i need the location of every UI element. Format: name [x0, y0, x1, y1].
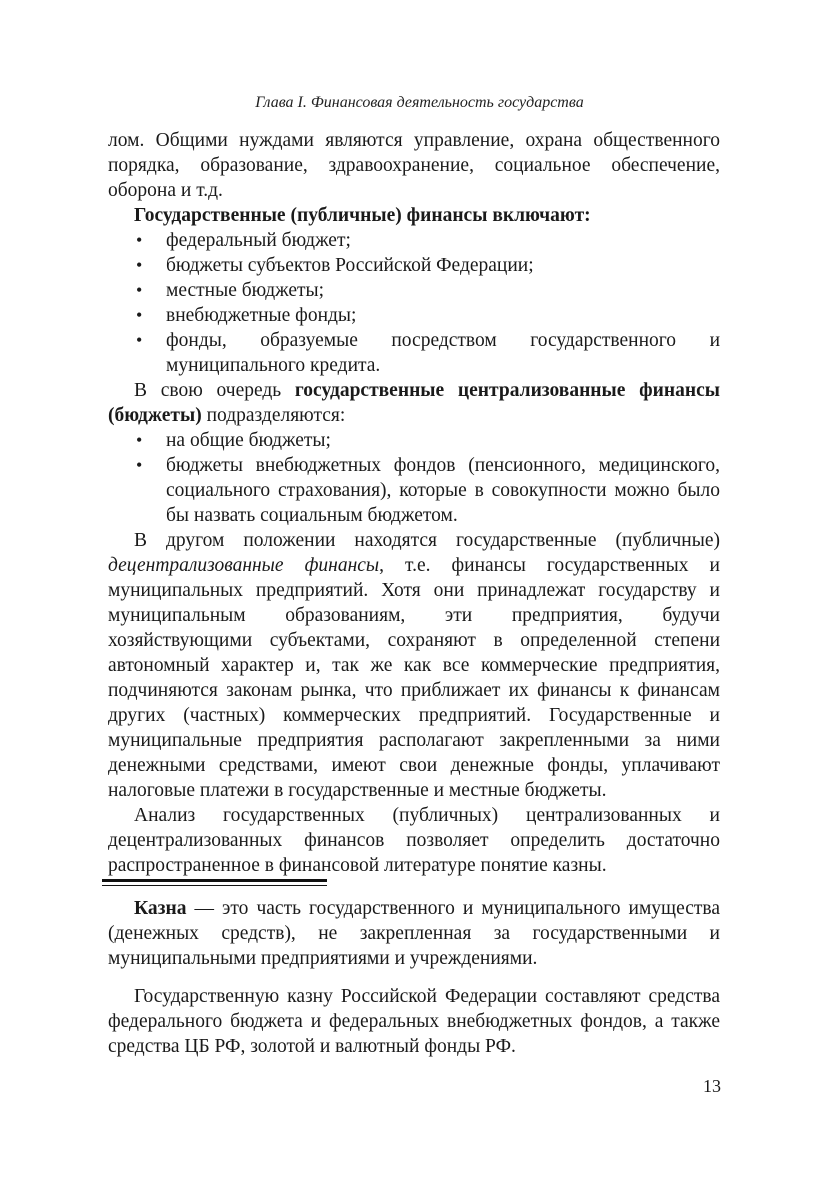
definition-divider: [102, 879, 327, 886]
list-item: • федеральный бюджет;: [136, 230, 351, 251]
paragraph-5: Анализ государственных (публичных) централизованных и децентрализованных финансов позволяет определить достаточно распространенное в финансовой литературе понятие казны.: [108, 805, 720, 876]
bullet-icon: •: [136, 255, 143, 275]
bullet-icon: •: [136, 280, 143, 300]
page-number: 13: [703, 1076, 721, 1096]
paragraph-6: Государственную казну Российской Федерации составляют средства федерального бюджета и федеральных внебюджетных фондов, а также средства ЦБ РФ, золотой и валютный фонды РФ.: [108, 986, 720, 1057]
paragraph-1: лом. Общими нуждами являются управление, охрана общественного порядка, образование, здравоохранение, социальное обеспечение, оборона и т.д.: [108, 130, 720, 201]
main-text: [108, 128, 720, 878]
definition-text: — это часть государственного и муниципального имущества (денежных средств), не закрепленная за государственными и муниципальными предприятиями и учреждениями.: [108, 898, 720, 969]
bullet-icon: •: [136, 430, 143, 450]
list-2: [108, 428, 720, 528]
bullet-icon: •: [136, 230, 143, 250]
list-item: • бюджеты внебюджетных фондов (пенсионного, медицинского, социального страхования), которые в совокупности можно было бы назвать социальным бюджетом.: [136, 455, 720, 526]
definition-block: [108, 896, 720, 971]
paragraph-4: В другом положении находятся государственные (публичные) децентрализованные финансы, т.е. финансы государственных и муниципальных предприятий. Хотя они принадлежат государству и муниципальным образованиям, эти предприятия, будучи хозяйствующими субъектами, сохраняют в определенной степени автономный характер и, так же как все коммерческие предприятия, подчиняются законам рынка, что приближает их финансы к финансам других (частных) коммерческих предприятий. Государственные и муниципальные предприятия располагают закрепленными за ними денежными средствами, имеют свои денежные фонды, уплачивают налоговые платежи в государственные и местные бюджеты.: [108, 530, 720, 801]
paragraph-3: В свою очередь государственные централизованные финансы (бюджеты) подразделяются:: [108, 380, 720, 426]
list-item: • внебюджетные фонды;: [136, 305, 357, 326]
list-1: [108, 228, 720, 378]
list-item: • бюджеты субъектов Российской Федерации;: [136, 255, 534, 276]
list-item: • на общие бюджеты;: [136, 430, 331, 451]
list-item: • местные бюджеты;: [136, 280, 325, 301]
bullet-icon: •: [136, 305, 143, 325]
list-item: • фонды, образуемые посредством государственного и муниципального кредита.: [136, 330, 720, 376]
definition-term: Казна: [134, 898, 187, 919]
bullet-icon: •: [136, 455, 143, 475]
paragraph-6-block: [108, 984, 720, 1059]
running-head: Глава I. Финансовая деятельность государства: [255, 94, 584, 111]
bullet-icon: •: [136, 330, 143, 350]
list-1-heading: Государственные (публичные) финансы включают:: [134, 205, 591, 226]
